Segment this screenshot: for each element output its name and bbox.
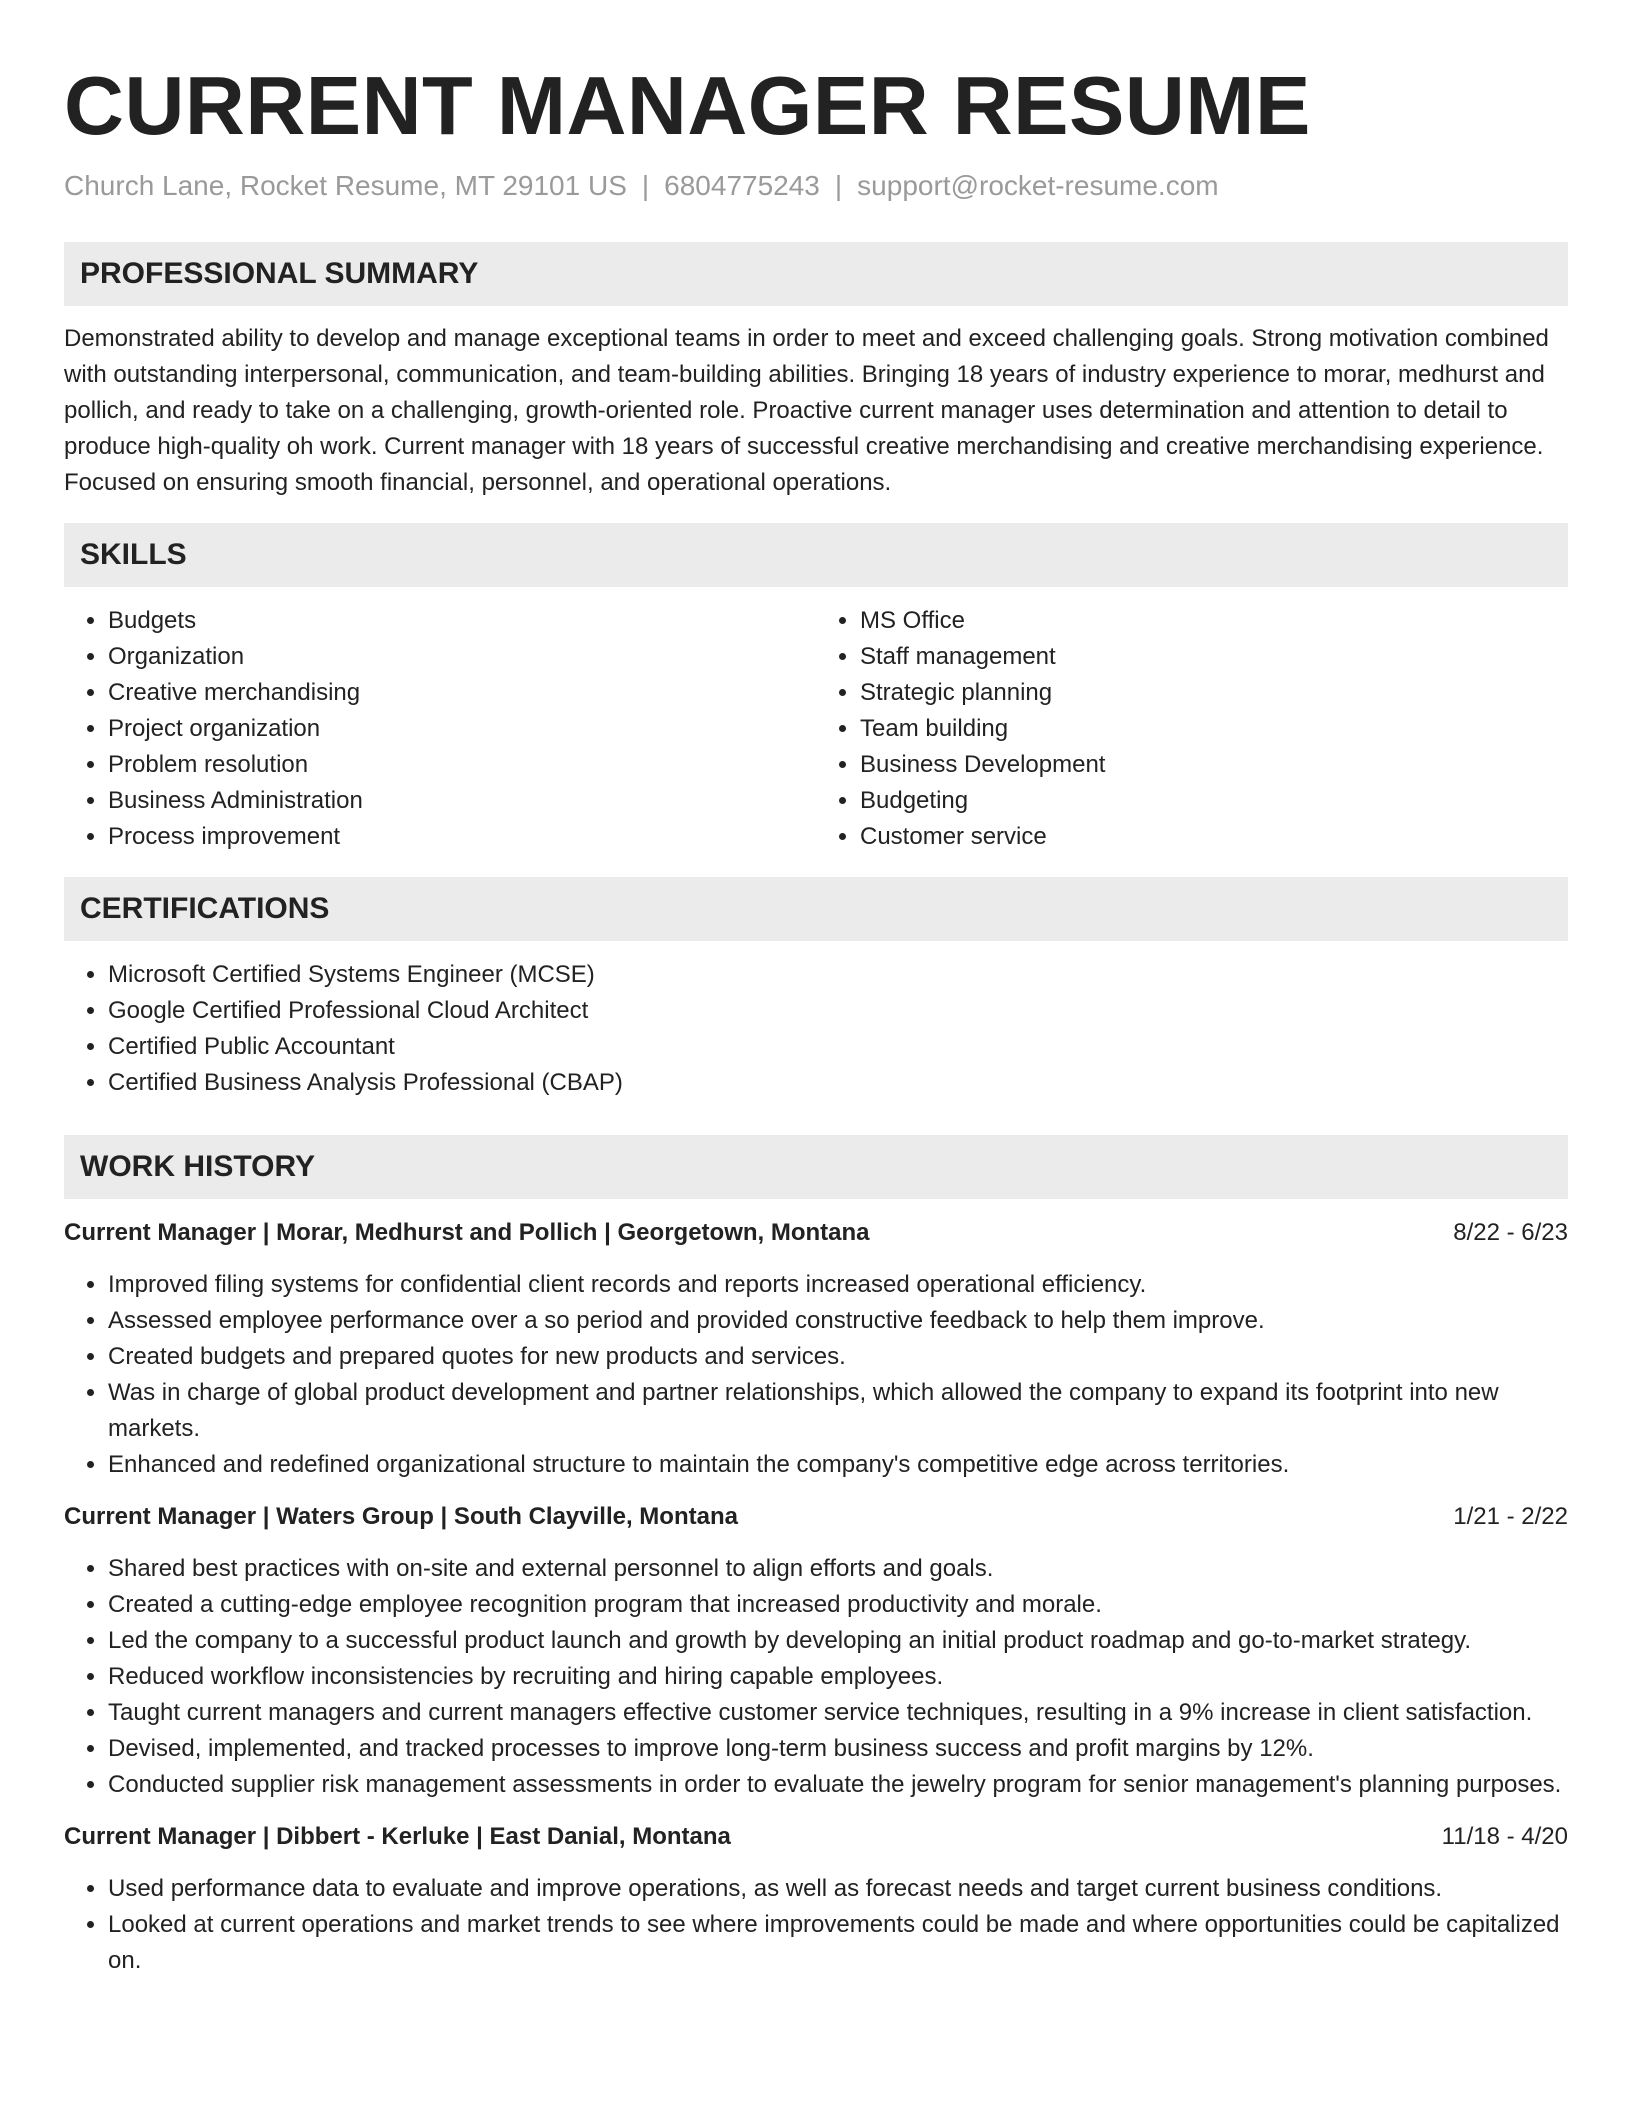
skill-item: • Process improvement (108, 819, 816, 855)
job-entry (64, 1499, 1568, 1803)
certification-item: • Microsoft Certified Systems Engineer (MCSE) (108, 957, 1568, 993)
job-title: Current Manager | Dibbert - Kerluke | East Danial, Montana (64, 1823, 731, 1850)
summary-text: Demonstrated ability to develop and manage exceptional teams in order to meet and exceed challenging goals. Strong motivation combined with outstanding interpersonal, communication, and team-building abilities. Bringing 18 years of industry experience to morar, medhurst and pollich, and ready to take on a challenging, growth-oriented role. Proactive current manager uses determination and attention to detail to produce high-quality oh work. Current manager with 18 years of successful creative merchandising and creative merchandising experience. Focused on ensuring smooth financial, personnel, and operational operations. (64, 325, 1549, 496)
job-header (64, 1499, 1568, 1535)
job-entry (64, 1215, 1568, 1483)
job-header (64, 1215, 1568, 1251)
job-dates: 8/22 - 6/23 (1453, 1219, 1568, 1246)
skill-item: • Customer service (860, 819, 1568, 855)
certifications-list (64, 957, 1568, 1101)
skill-item: • Budgets (108, 603, 816, 639)
job-bullet: • Looked at current operations and market trends to see where improvements could be made and where opportunities could be capitalized on. (108, 1907, 1568, 1979)
contact-line (64, 168, 1568, 204)
skill-item: • Project organization (108, 711, 816, 747)
summary-heading: PROFESSIONAL SUMMARY (64, 242, 1568, 306)
job-bullet: • Devised, implemented, and tracked processes to improve long-term business success and profit margins by 12%. (108, 1731, 1568, 1767)
job-bullet: • Created a cutting-edge employee recognition program that increased productivity and morale. (108, 1587, 1568, 1623)
skill-item: • Staff management (860, 639, 1568, 675)
job-entry (64, 1819, 1568, 1979)
job-bullet: • Improved filing systems for confidential client records and reports increased operational efficiency. (108, 1267, 1568, 1303)
skills-heading: SKILLS (64, 523, 1568, 587)
skills-list-right (816, 603, 1568, 855)
job-bullets (64, 1267, 1568, 1483)
job-bullet: • Led the company to a successful product launch and growth by developing an initial product roadmap and go-to-market strategy. (108, 1623, 1568, 1659)
skill-item: • Team building (860, 711, 1568, 747)
job-bullet: • Enhanced and redefined organizational structure to maintain the company's competitive edge across territories. (108, 1447, 1568, 1483)
job-bullets (64, 1551, 1568, 1803)
job-bullets (64, 1871, 1568, 1979)
certification-item: • Certified Public Accountant (108, 1029, 1568, 1065)
job-bullet: • Created budgets and prepared quotes for new products and services. (108, 1339, 1568, 1375)
job-dates: 11/18 - 4/20 (1441, 1823, 1568, 1850)
job-bullet: • Reduced workflow inconsistencies by recruiting and hiring capable employees. (108, 1659, 1568, 1695)
job-bullet: • Conducted supplier risk management assessments in order to evaluate the jewelry program for senior management's planning purposes. (108, 1767, 1568, 1803)
skill-item: • Creative merchandising (108, 675, 816, 711)
job-title: Current Manager | Morar, Medhurst and Pollich | Georgetown, Montana (64, 1219, 870, 1246)
skill-item: • Organization (108, 639, 816, 675)
contact-address: Church Lane, Rocket Resume, MT 29101 US (64, 170, 627, 201)
skill-item: • Strategic planning (860, 675, 1568, 711)
contact-phone: 6804775243 (664, 170, 820, 201)
contact-separator: | (641, 170, 650, 201)
certifications-heading: CERTIFICATIONS (64, 877, 1568, 941)
skill-item: • Business Development (860, 747, 1568, 783)
skills-list-left (64, 603, 816, 855)
job-header (64, 1819, 1568, 1855)
job-bullet: • Was in charge of global product development and partner relationships, which allowed the company to expand its footprint into new markets. (108, 1375, 1568, 1447)
job-title: Current Manager | Waters Group | South Clayville, Montana (64, 1503, 738, 1530)
job-bullet: • Assessed employee performance over a so period and provided constructive feedback to help them improve. (108, 1303, 1568, 1339)
contact-separator: | (834, 170, 843, 201)
job-dates: 1/21 - 2/22 (1453, 1503, 1568, 1530)
job-bullet: • Taught current managers and current managers effective customer service techniques, resulting in a 9% increase in client satisfaction. (108, 1695, 1568, 1731)
certification-item: • Google Certified Professional Cloud Architect (108, 993, 1568, 1029)
skill-item: • Budgeting (860, 783, 1568, 819)
certification-item: • Certified Business Analysis Professional (CBAP) (108, 1065, 1568, 1101)
skills-columns (64, 603, 1568, 855)
resume-title: CURRENT MANAGER RESUME (64, 59, 1311, 152)
skill-item: • MS Office (860, 603, 1568, 639)
work-history-heading: WORK HISTORY (64, 1135, 1568, 1199)
job-bullet: • Used performance data to evaluate and improve operations, as well as forecast needs and target current business conditions. (108, 1871, 1568, 1907)
job-bullet: • Shared best practices with on-site and external personnel to align efforts and goals. (108, 1551, 1568, 1587)
skill-item: • Business Administration (108, 783, 816, 819)
contact-email: support@rocket-resume.com (857, 170, 1219, 201)
skill-item: • Problem resolution (108, 747, 816, 783)
